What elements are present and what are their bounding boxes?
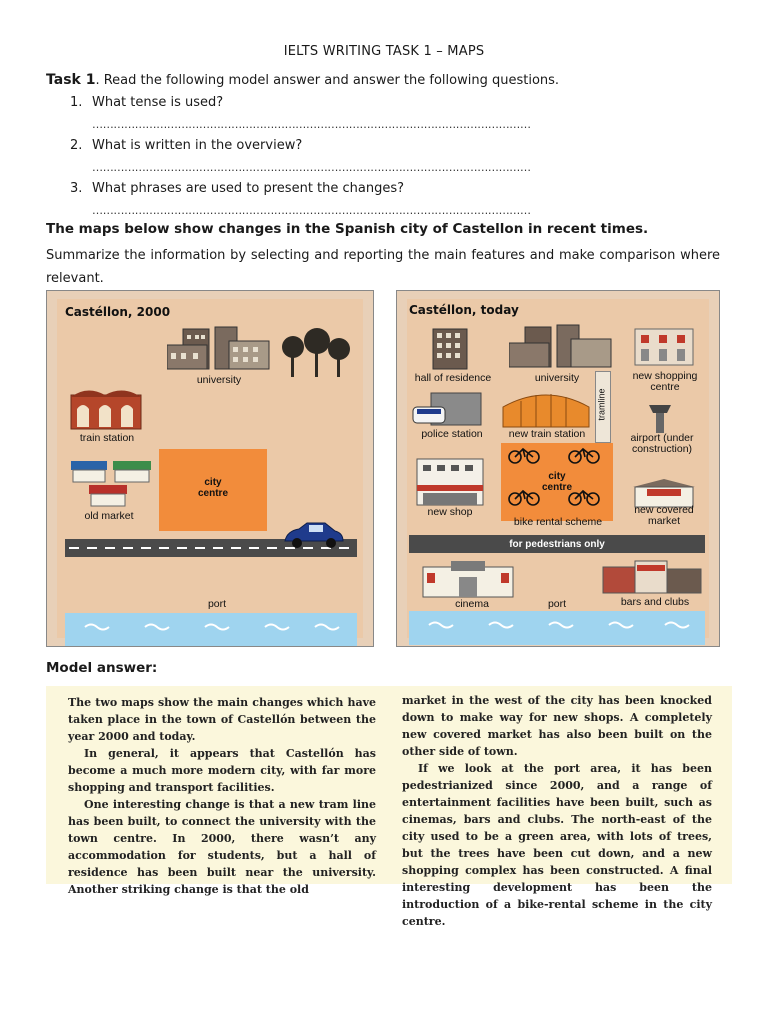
new-shop-label: new shop <box>427 506 473 518</box>
paragraph: If we look at the port area, it has been pedestrianized since 2000, and a range of entertainment facilities have been built, such as cinemas, bars and clubs. The north-east of the city used to be a green area, with lots of trees, but the trees have been cut down, and a new shopping complex has been constructed. A final interesting development has been the introduction of a bike-rental scheme in the city centre. <box>402 762 712 928</box>
police-label: police station <box>421 428 483 440</box>
model-answer-label: Model answer: <box>46 660 158 676</box>
city-centre-today-label: city centre <box>541 471 572 493</box>
sea-2000 <box>65 613 357 647</box>
university-icon <box>167 325 271 375</box>
train-label: new train station <box>508 428 586 440</box>
new-train-station-icon <box>501 389 591 429</box>
port-label: port <box>207 598 227 610</box>
pedestrian-label: for pedestrians only <box>509 539 605 550</box>
bars-label: bars and clubs <box>620 596 690 608</box>
page-title: IELTS WRITING TASK 1 – MAPS <box>283 44 485 59</box>
answer-line-2: …………………………………………………………………………………………………………… <box>92 161 531 174</box>
paragraph: The two maps show the main changes which have taken place in the town of Castellón between the year 2000 and today. <box>68 696 376 743</box>
university-today-icon <box>509 323 613 371</box>
task-instruction <box>46 72 559 88</box>
shopping-centre-icon <box>633 327 695 367</box>
port-today-label: port <box>547 598 567 610</box>
cinema-icon <box>421 559 515 599</box>
old-market-label: old market <box>84 510 134 522</box>
airport-label: airport (under construction) <box>630 432 694 455</box>
police-station-icon <box>411 391 483 427</box>
answer-line-1: …………………………………………………………………………………………………………… <box>92 118 531 131</box>
task-text: . Read the following model answer and answer the following questions. <box>95 73 560 88</box>
sea-today <box>409 611 705 645</box>
new-shop-icon <box>415 457 485 507</box>
model-answer-column-1 <box>68 694 376 898</box>
summary-instruction: Summarize the information by selecting and reporting the main features and make comparison where relevant. <box>46 248 720 286</box>
train-station-icon <box>69 387 143 431</box>
map-today-title: Castéllon, today <box>409 303 519 317</box>
hall-label: hall of residence <box>414 372 492 384</box>
city-centre-label: city centre <box>197 477 228 499</box>
covered-market-label: new covered market <box>634 504 694 527</box>
old-market-icon <box>69 461 155 509</box>
answer-line-3: …………………………………………………………………………………………………………… <box>92 204 531 217</box>
question-2: 2. What is written in the overview? <box>70 138 303 153</box>
map-2000 <box>46 290 374 647</box>
task-label: Task 1 <box>46 72 96 88</box>
paragraph: market in the west of the city has been knocked down to make way for new shops. A completely new covered market has also been built on the other side of town. <box>402 694 712 758</box>
bike-label: bike rental scheme <box>513 516 603 528</box>
model-answer-box <box>46 686 732 928</box>
maps-heading: The maps below show changes in the Spanish city of Castellon in recent times. <box>46 221 649 237</box>
map-2000-title: Castéllon, 2000 <box>65 305 171 319</box>
question-1: 1. What tense is used? <box>70 95 224 110</box>
train-station-label: train station <box>79 432 135 444</box>
question-3: 3. What phrases are used to present the changes? <box>70 181 405 196</box>
university-label: university <box>196 374 242 386</box>
cinema-label: cinema <box>455 598 489 610</box>
shopping-label: new shopping centre <box>632 370 698 393</box>
trees-icon <box>279 327 359 379</box>
airport-tower-icon <box>645 399 675 433</box>
university-today-label: university <box>534 372 580 384</box>
model-answer-column-2 <box>402 692 712 930</box>
paragraph: In general, it appears that Castellón has become a much more modern city, with far more shopping and transport facilities. <box>68 747 376 794</box>
bars-and-clubs-icon <box>601 555 703 595</box>
car-icon <box>281 521 345 551</box>
hall-of-residence-icon <box>431 327 469 371</box>
paragraph: One interesting change is that a new tram line has been built, to connect the university with the town centre. In 2000, there wasn’t any accommodation for students, but a hall of residence has been built near the university. Another striking change is that the old <box>68 798 376 896</box>
tramline-label: tramline <box>596 388 607 421</box>
map-today <box>396 290 720 647</box>
